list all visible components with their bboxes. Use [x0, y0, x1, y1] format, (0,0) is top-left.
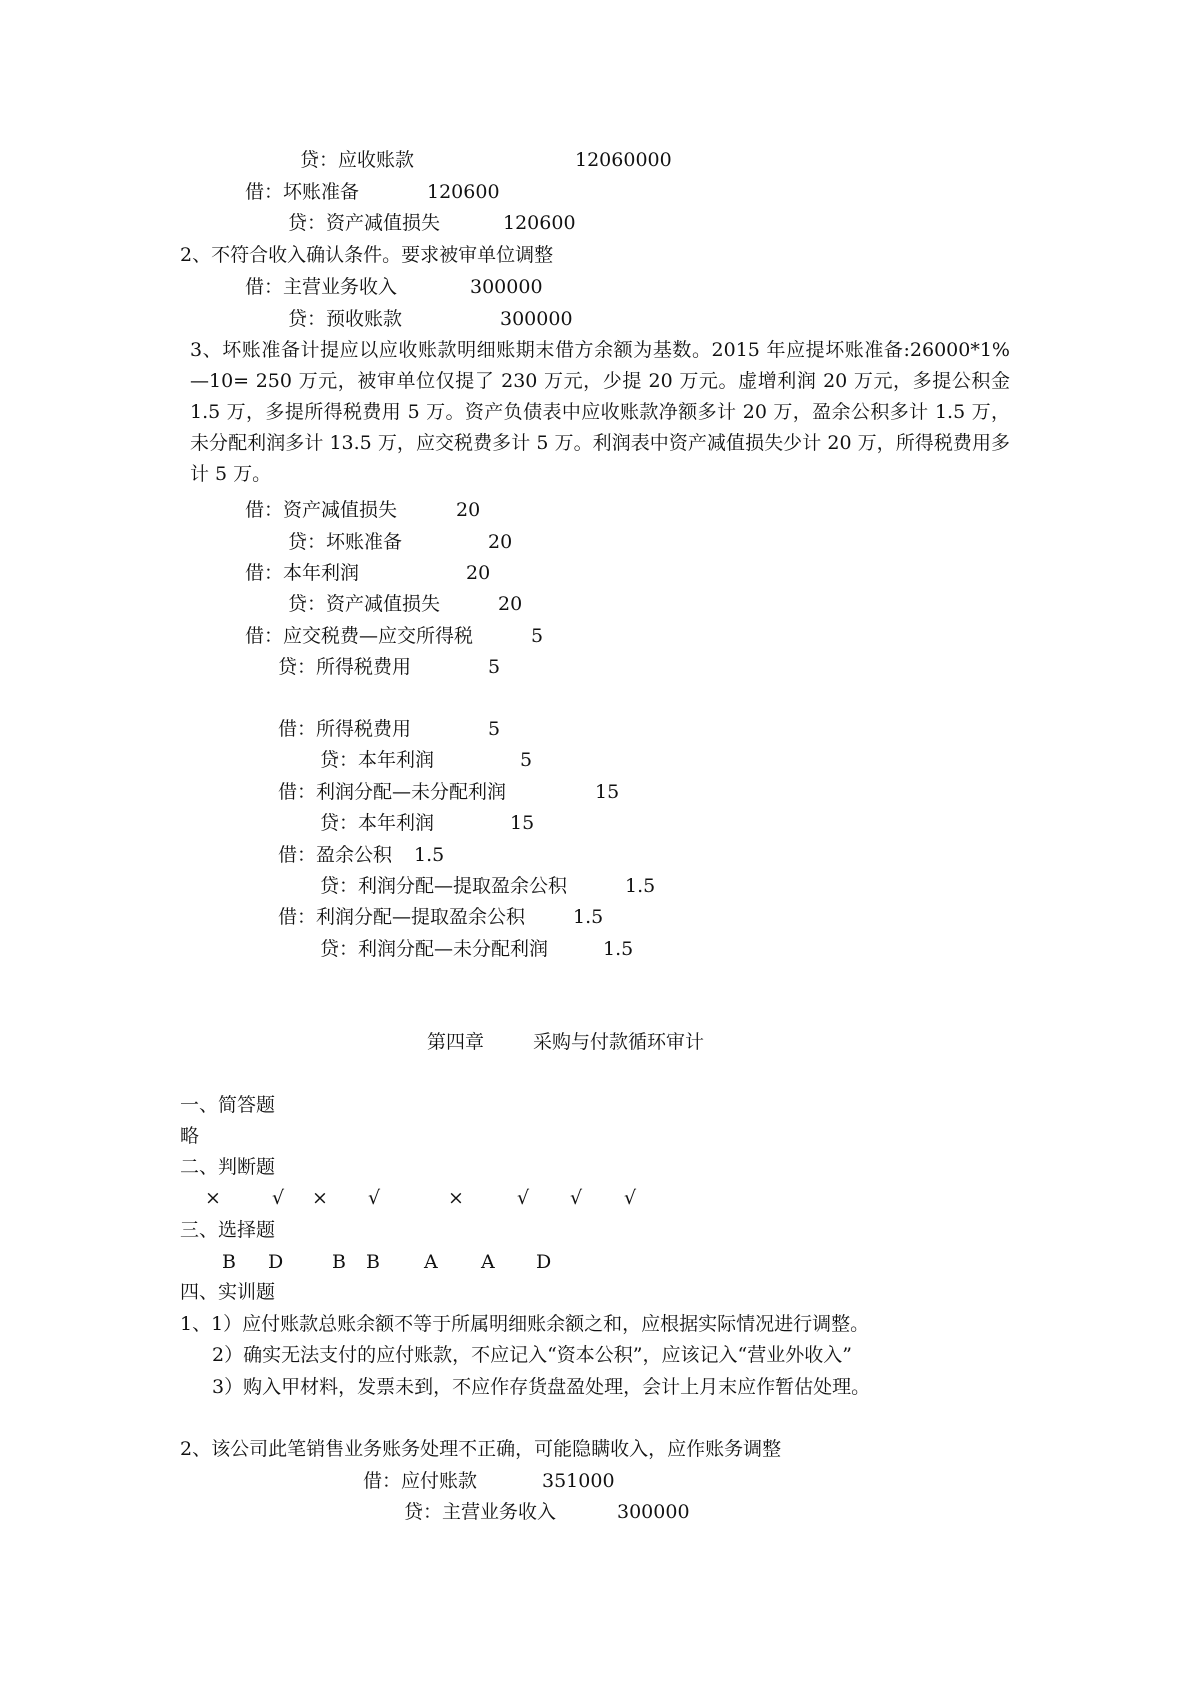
- entry-text: 借：利润分配—提取盈余公积: [278, 906, 526, 928]
- section-title: 一、简答题: [180, 1094, 276, 1116]
- entry-amount: 300000: [500, 308, 573, 330]
- judgement-mark: ×: [448, 1187, 464, 1209]
- entry-text: 贷：预收账款: [288, 308, 403, 330]
- entry-text: 借：应付账款: [363, 1470, 478, 1492]
- judgement-mark: √: [517, 1187, 530, 1209]
- practice-line: 2、该公司此笔销售业务账务处理不正确，可能隐瞒收入，应作账务调整: [180, 1438, 782, 1460]
- choice-answer: B: [332, 1251, 346, 1273]
- entry-amount: 12060000: [575, 149, 672, 171]
- choice-answer: A: [424, 1251, 438, 1273]
- entry-text: 贷：所得税费用: [278, 656, 412, 678]
- choice-answer: A: [481, 1251, 495, 1273]
- entry-text: 贷：资产减值损失: [288, 593, 441, 615]
- practice-line: 2）确实无法支付的应付账款，不应记入“资本公积”，应该记入“营业外收入”: [212, 1344, 852, 1366]
- entry-text: 借：主营业务收入: [245, 276, 398, 298]
- entry-amount: 1.5: [573, 906, 604, 928]
- entry-text: 贷：本年利润: [320, 749, 435, 771]
- entry-amount: 20: [456, 499, 481, 521]
- entry-amount: 300000: [617, 1501, 690, 1523]
- judgement-mark: √: [570, 1187, 583, 1209]
- chapter-number: 第四章: [427, 1031, 485, 1053]
- entry-amount: 1.5: [625, 875, 656, 897]
- entry-amount: 20: [466, 562, 491, 584]
- judgement-mark: ×: [205, 1187, 221, 1209]
- entry-text: 借：利润分配—未分配利润: [278, 781, 507, 803]
- entry-text: 贷：本年利润: [320, 812, 435, 834]
- chapter-title: 采购与付款循环审计: [533, 1031, 705, 1053]
- entry-amount: 1.5: [414, 844, 445, 866]
- entry-text: 借：坏账准备: [245, 181, 360, 203]
- entry-amount: 5: [488, 718, 501, 740]
- judgement-mark: √: [368, 1187, 381, 1209]
- entry-text: 贷：利润分配—未分配利润: [320, 938, 549, 960]
- item-heading: 2、不符合收入确认条件。要求被审单位调整: [180, 244, 554, 266]
- judgement-mark: √: [624, 1187, 637, 1209]
- judgement-mark: √: [272, 1187, 285, 1209]
- entry-text: 贷：利润分配—提取盈余公积: [320, 875, 568, 897]
- entry-text: 借：本年利润: [245, 562, 360, 584]
- choice-answer: D: [536, 1251, 552, 1273]
- entry-amount: 5: [488, 656, 501, 678]
- entry-amount: 1.5: [603, 938, 634, 960]
- item-paragraph: 3、坏账准备计提应以应收账款明细账期末借方余额为基数。2015 年应提坏账准备:26000*1% —10= 250 万元，被审单位仅提了 230 万元，少提 20 万元。虚增利润 20 万元，多提公积金 1.5 万，多提所得税费用 5 万。资产负债表中应收账款净额多计 20 万，盈余公积多计 1.5 万，未分配利润多计 13.5 万，应交税费多计 5 万。利润表中资产减值损失少计 20 万，所得税费用多计 5 万。: [190, 339, 1010, 485]
- entry-amount: 120600: [427, 181, 500, 203]
- choice-answer: B: [366, 1251, 380, 1273]
- entry-amount: 15: [510, 812, 535, 834]
- entry-amount: 120600: [503, 212, 576, 234]
- section-body: 略: [180, 1125, 200, 1147]
- choice-answer: D: [268, 1251, 284, 1273]
- judgement-mark: ×: [312, 1187, 328, 1209]
- entry-amount: 5: [520, 749, 533, 771]
- choice-answer: B: [222, 1251, 236, 1273]
- entry-text: 贷：资产减值损失: [288, 212, 441, 234]
- section-title: 四、实训题: [180, 1281, 276, 1303]
- entry-amount: 300000: [470, 276, 543, 298]
- entry-amount: 20: [488, 531, 513, 553]
- entry-amount: 5: [531, 625, 544, 647]
- entry-amount: 351000: [542, 1470, 615, 1492]
- entry-amount: 15: [595, 781, 620, 803]
- entry-text: 贷：坏账准备: [288, 531, 403, 553]
- practice-line: 3）购入甲材料，发票未到，不应作存货盘盈处理，会计上月末应作暂估处理。: [212, 1376, 871, 1398]
- practice-line: 1、1）应付账款总账余额不等于所属明细账余额之和，应根据实际情况进行调整。: [180, 1313, 870, 1335]
- entry-amount: 20: [498, 593, 523, 615]
- entry-text: 借：资产减值损失: [245, 499, 398, 521]
- entry-text: 借：所得税费用: [278, 718, 412, 740]
- section-title: 二、判断题: [180, 1156, 276, 1178]
- entry-text: 借：应交税费—应交所得税: [245, 625, 474, 647]
- entry-text: 贷：应收账款: [300, 149, 415, 171]
- entry-text: 贷：主营业务收入: [404, 1501, 557, 1523]
- section-title: 三、选择题: [180, 1219, 276, 1241]
- entry-text: 借：盈余公积: [278, 844, 393, 866]
